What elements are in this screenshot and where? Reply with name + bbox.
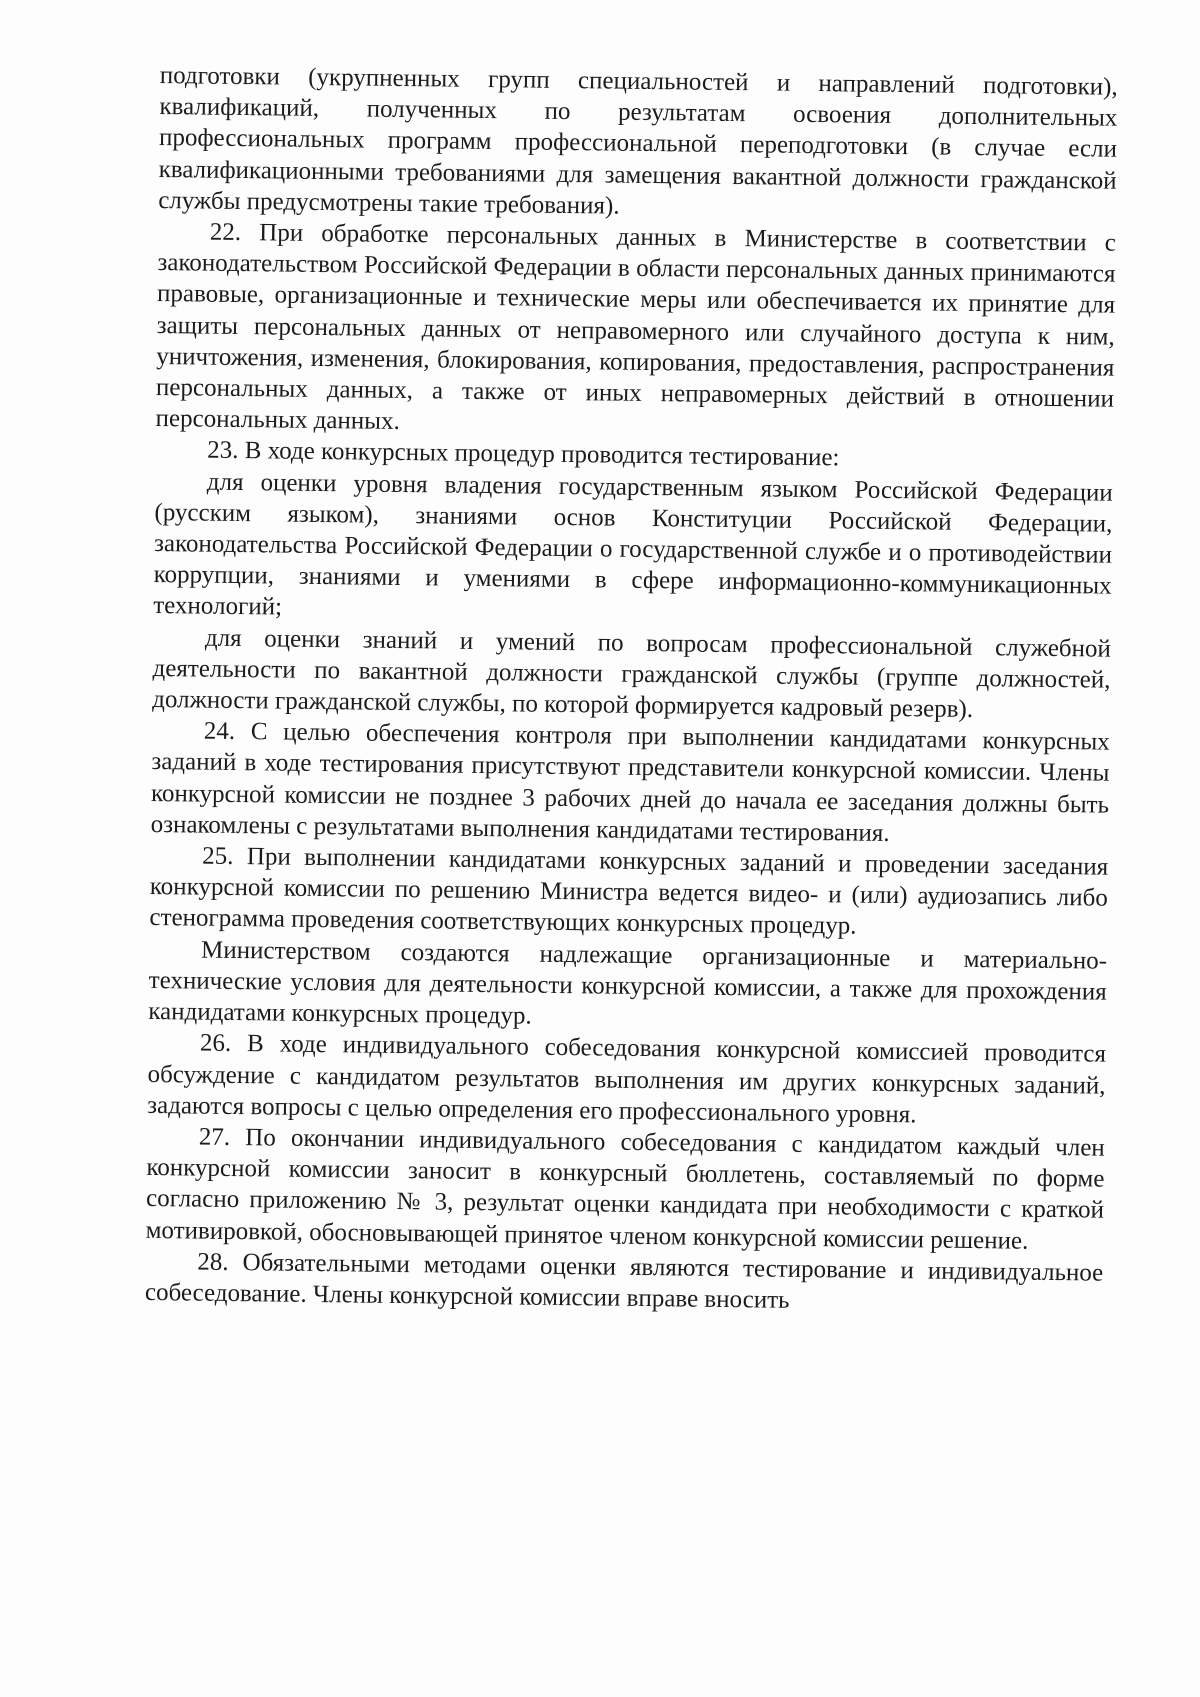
paragraph-25-continuation: Министерством создаются надлежащие организационные и материально-технические условия для деятельности конкурсной комиссии, а также для прохождения кандидатами конкурсных процедур. (148, 936, 1108, 1030)
paragraph-28: 28. Обязательными методами оценки являются тестирование и индивидуальное собеседование. Члены конкурсной комиссии вправе вносить (144, 1248, 1104, 1314)
paragraph-23-item-1: для оценки уровня владения государственным языком Российской Федерации (русским языком), знаниями основ Конституции Российской Федерации, законодательства Российской Федерации о государственной службе и о противодействии коррупции, знаниями и умениями в сфере информационно-коммуникационных технологий; (153, 468, 1113, 621)
paragraph-26: 26. В ходе индивидуального собеседования конкурсной комиссией проводится обсуждение с кандидатом результатов выполнения им других конкурсных заданий, задаются вопросы с целью определения его профессионального уровня. (147, 1029, 1107, 1129)
paragraph-continuation: подготовки (укрупненных групп специальностей и направлений подготовки), квалификаций, полученных по результатам освоения дополнительных профессиональных программ профессиональной переподготовки (в случае если квалификационными требованиями для замещения вакантной должности гражданской службы предусмотрены такие требования). (158, 61, 1118, 220)
paragraph-22: 22. При обработке персональных данных в Министерстве в соответствии с законодательством Российской Федерации в области персональных данных принимаются правовые, организационные и технические меры или обеспечивается их принятие для защиты персональных данных от неправомерного или случайного доступа к ним, уничтожения, изменения, блокирования, копирования, предоставления, распространения персональных данных, а также от иных неправомерных действий в отношении персональных данных. (155, 218, 1116, 436)
paragraph-25: 25. При выполнении кандидатами конкурсных заданий и проведении заседания конкурсной комиссии по решению Министра ведется видео- и (или) аудиозапись либо стенограмма проведения соответствующих конкурсных процедур. (149, 842, 1109, 941)
paragraph-23-item-2: для оценки знаний и умений по вопросам профессиональной служебной деятельности по вакантной должности гражданской службы (группе должностей, должности гражданской службы, по которой формируется кадровый резерв). (152, 624, 1112, 724)
document-body (145, 60, 1118, 1320)
paragraph-24: 24. С целью обеспечения контроля при выполнении кандидатами конкурсных заданий в ходе тестирования присутствуют представители конкурсной комиссии. Члены конкурсной комиссии не позднее 3 рабочих дней до начала ее заседания должны быть ознакомлены с результатами выполнения кандидатами тестирования. (150, 717, 1110, 847)
paragraph-23: 23. В ходе конкурсных процедур проводится тестирование: (207, 437, 840, 472)
paragraph-27: 27. По окончании индивидуального собеседования с кандидатом каждый член конкурсной комиссии заносит в конкурсный бюллетень, составляемый по форме согласно приложению № 3, результат оценки кандидата при необходимости с краткой мотивировкой, обосновывающей принятое членом конкурсной комиссии решение. (145, 1123, 1105, 1255)
